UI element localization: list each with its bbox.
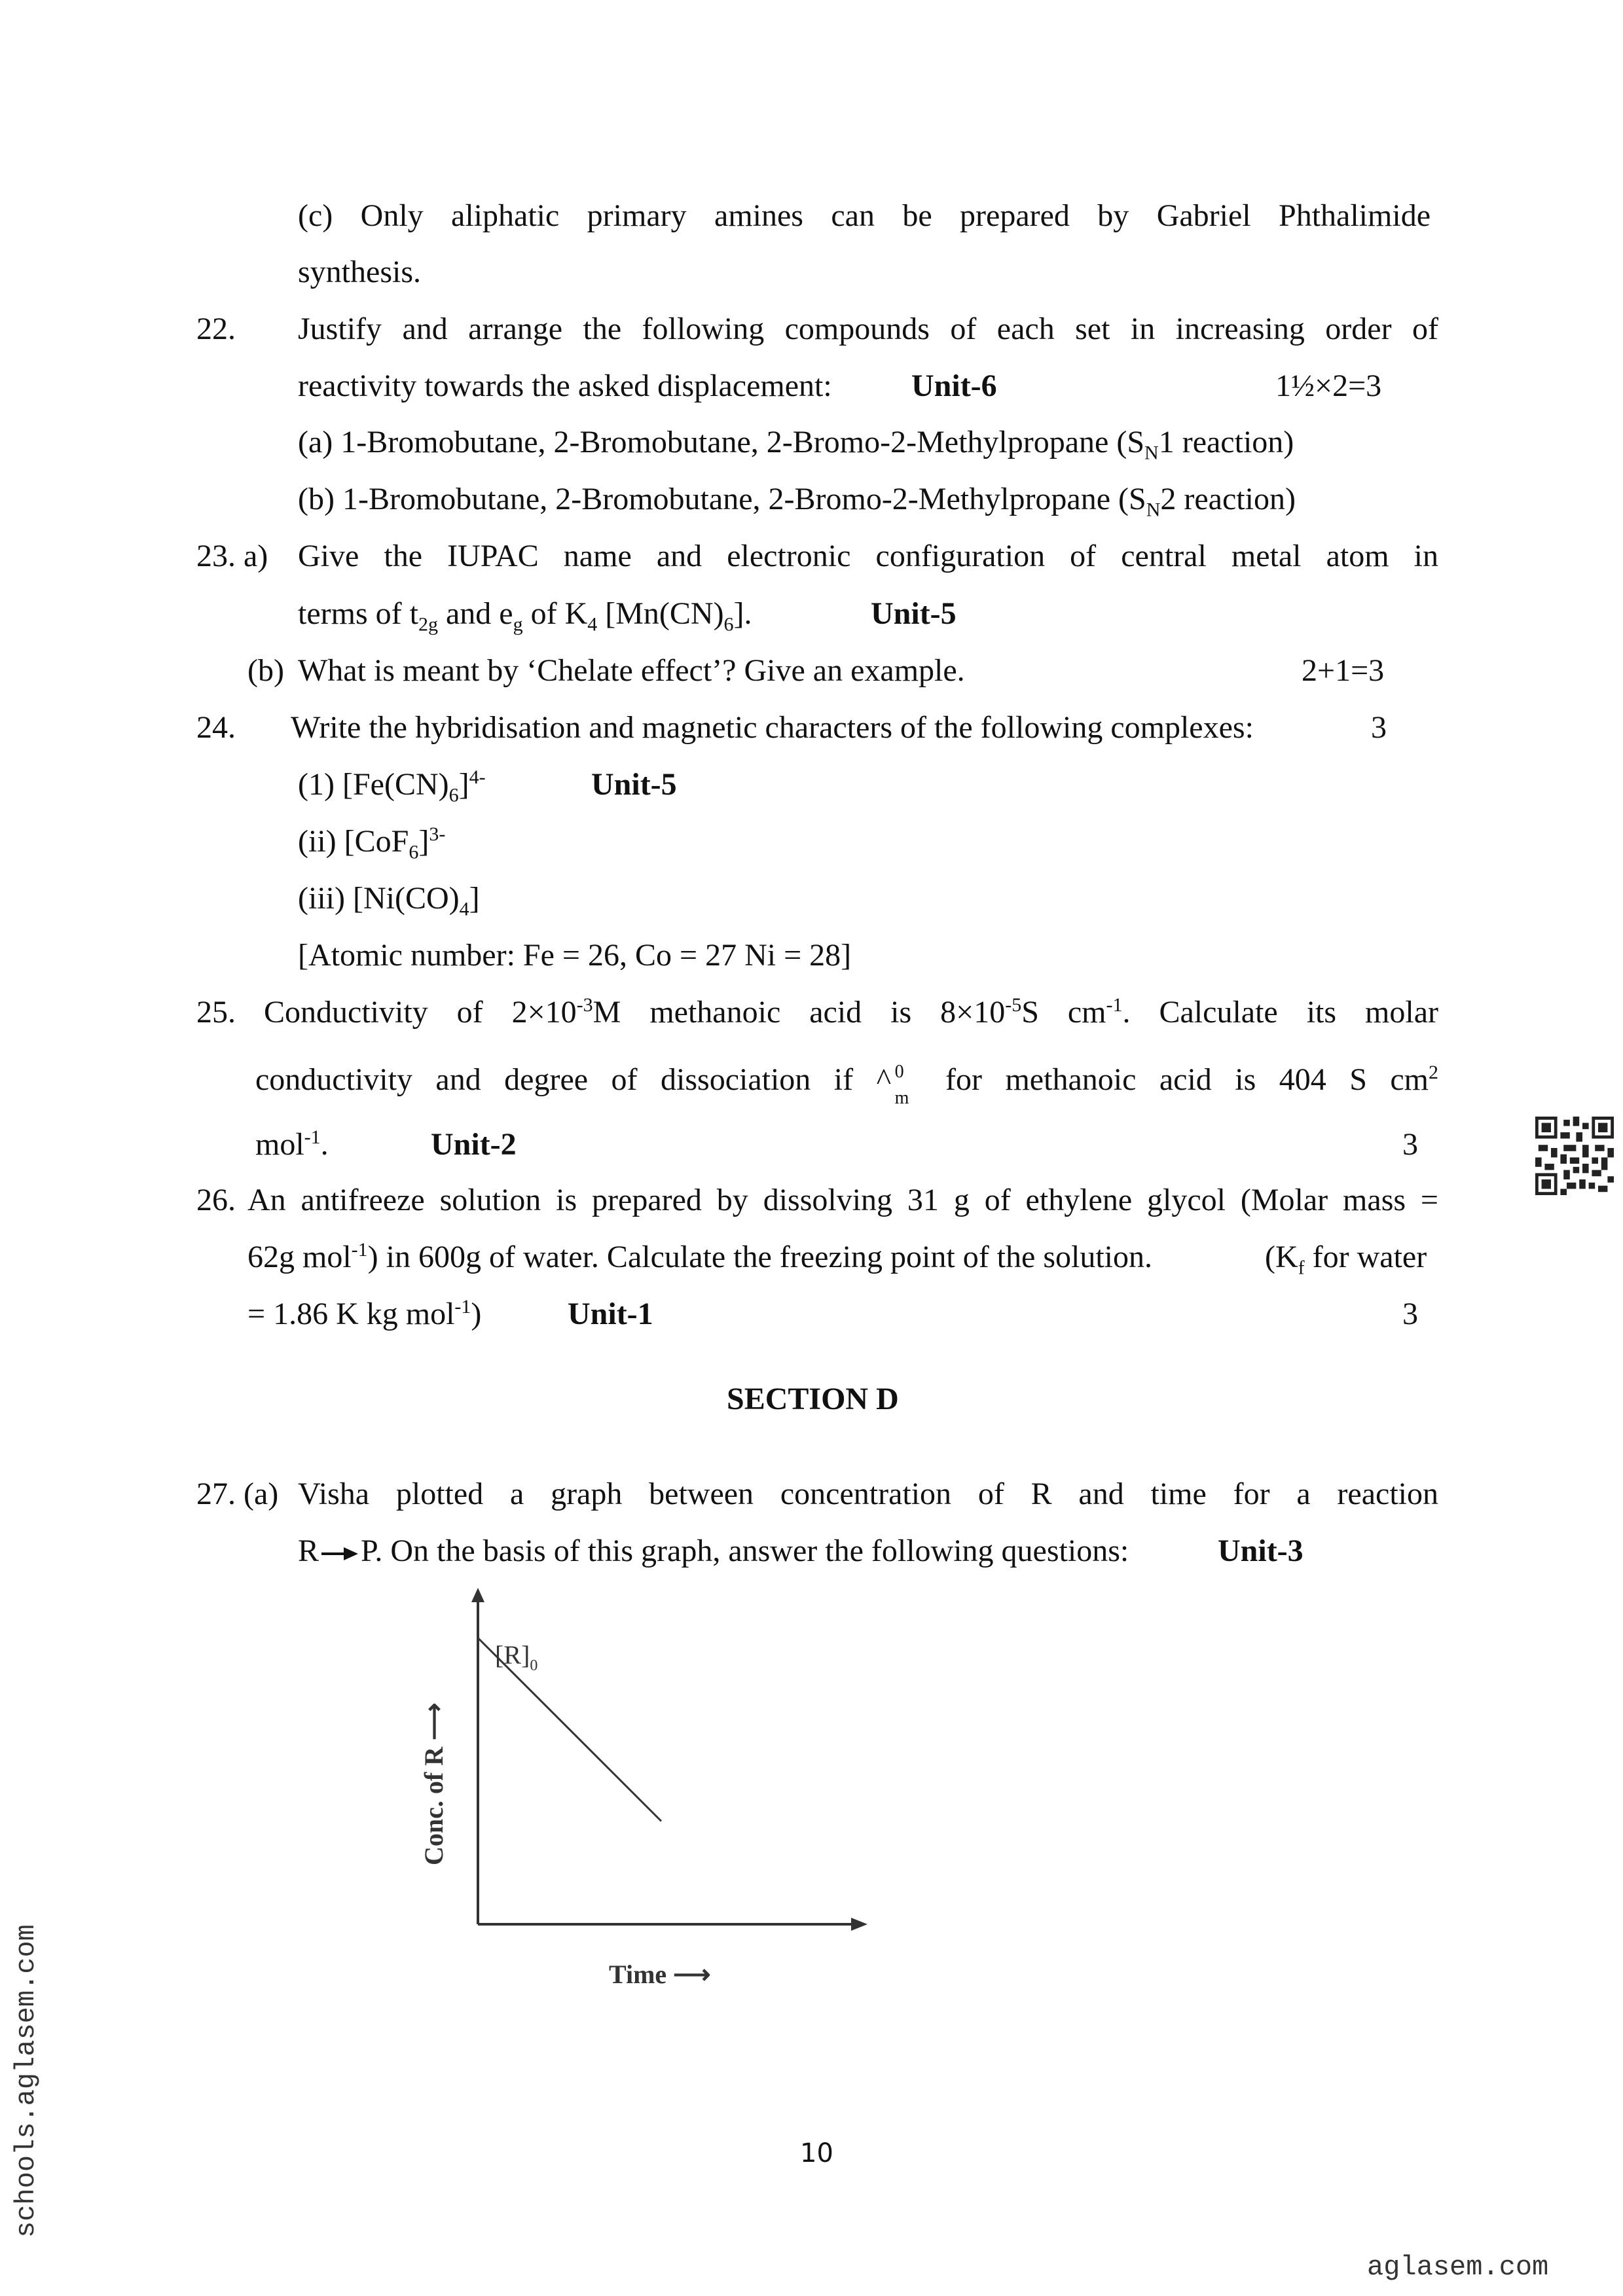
q23-line2: terms of $t_{2g}$ and $e_g$ of $K_4$ $[Mn(CN)_6]$. [298,596,752,636]
q24-marks: 3 [1371,710,1387,745]
q26-line2: 62g mol$^{-1}$) in 600g of water. Calculate the freezing point of the solution. [247,1239,1153,1274]
q23-number: 23. a) [196,539,268,573]
q23-b-text: What is meant by ‘Chelate effect’? Give an example. [298,653,965,688]
concentration-time-graph [406,1584,890,1990]
q22-line2: reactivity towards the asked displacement: [298,368,832,403]
q26-line1: An antifreeze solution is prepared by dissolving 31 g of ethylene glycol (Molar mass = [247,1183,1438,1217]
qr-code [1535,1117,1614,1195]
q25-marks: 3 [1402,1127,1418,1162]
q25-line1: Conductivity of $2\times 10^{-3}M$ methanoic acid is $8\times 10^{-5}S$ $cm^{-1}$. Calculate its molar [264,994,1438,1030]
q27-line1: Visha plotted a graph between concentration of R and time for a reaction [298,1477,1438,1511]
molar-conductivity-symbol: ^ 0 m [876,1062,909,1108]
q24-line1: Write the hybridisation and magnetic characters of the following complexes: [291,710,1254,745]
q24-item-3: (iii) $[Ni(CO)_4]$ [298,881,480,920]
q22-number: 22. [196,312,236,346]
q26-unit: Unit-1 [568,1297,653,1331]
q27-unit: Unit-3 [1218,1534,1304,1568]
q22-marks: 1½×2=3 [1275,368,1382,403]
q22-unit: Unit-6 [911,368,997,403]
q22-part-a: (a) 1-Bromobutane, 2-Bromobutane, 2-Bromo-2-Methylpropane ($S_N1$ reaction) [298,425,1294,464]
side-watermark: schools.aglasem.com [10,1924,42,2238]
q25-line2: conductivity and degree of dissociation if ^ 0 m for methanoic acid is 404 S $cm^2$ [255,1062,1439,1108]
q24-atomic-numbers: [Atomic number: Fe = 26, Co = 27 Ni = 28] [298,938,852,973]
q26-number: 26. [196,1183,236,1217]
q26-kf-label: ($K_f$ for water [1265,1240,1427,1279]
r0-label: $[R]_0$ [495,1640,538,1674]
x-axis-label: Time ⟶ [609,1960,711,1989]
q26-line3: = 1.86 K kg mol$^{-1}$) [247,1296,482,1331]
q25-unit: Unit-2 [431,1127,517,1162]
section-d-heading: SECTION D [727,1382,899,1416]
q23-marks: 2+1=3 [1302,653,1385,688]
q23-unit: Unit-5 [871,596,957,631]
q22-part-b: (b) 1-Bromobutane, 2-Bromobutane, 2-Bromo-2-Methylpropane ($S_N2$ reaction) [298,482,1296,521]
q21c-line2: synthesis. [298,255,422,289]
q26-marks: 3 [1402,1297,1418,1331]
reaction-arrow-icon [321,1546,358,1562]
y-axis-arrowhead [471,1588,484,1602]
q27-line2: R P. On the basis of this graph, answer the following questions: [298,1534,1129,1568]
q24-item-2: (ii) $[CoF_6]^{3-}$ [298,823,446,863]
x-axis-arrowhead [851,1918,867,1931]
q24-item-1: (1) $[Fe(CN)_6]^{4-}$ [298,766,486,806]
q27-number: 27. (a) [196,1477,279,1511]
y-axis-label: Conc. of R ⟶ [419,1702,448,1865]
q24-number: 24. [196,710,236,745]
q22-line1: Justify and arrange the following compounds of each set in increasing order of [298,312,1438,346]
q23-line1: Give the IUPAC name and electronic configuration of central metal atom in [298,539,1438,573]
q25-number: 25. [196,995,236,1030]
q21c-line1: (c) Only aliphatic primary amines can be prepared by Gabriel Phthalimide [298,198,1431,233]
q25-line3: mol$^{-1}$. [255,1126,329,1162]
q24-unit: Unit-5 [591,767,677,802]
page-number: 10 [800,2138,833,2168]
q23-b-label: (b) [247,653,284,688]
corner-watermark: aglasem.com [1367,2251,1549,2283]
